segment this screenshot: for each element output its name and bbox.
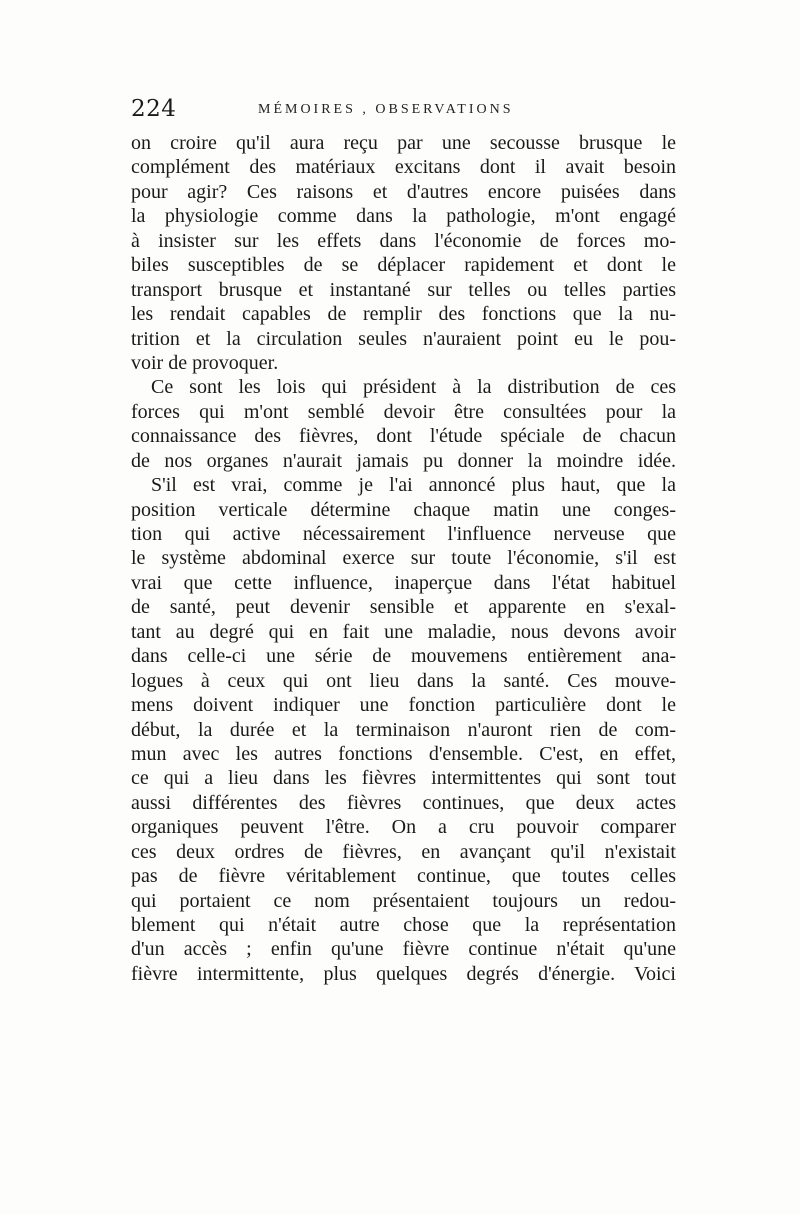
- text-line: Ce sont les lois qui président à la distribution de ces: [151, 376, 676, 399]
- text-line: organiques peuvent l'être. On a cru pouvoir comparer: [131, 816, 676, 839]
- text-line: biles susceptibles de se déplacer rapidement et dont le: [131, 254, 676, 277]
- text-line: voir de provoquer.: [131, 351, 279, 374]
- text-line: de nos organes n'aurait jamais pu donner la moindre idée.: [131, 449, 676, 472]
- text-line: ce qui a lieu dans les fièvres intermittentes qui sont tout: [131, 767, 676, 790]
- text-line: S'il est vrai, comme je l'ai annoncé plus haut, que la: [151, 474, 676, 497]
- text-line: fièvre intermittente, plus quelques degrés d'énergie. Voici: [131, 962, 676, 985]
- text-line: pas de fièvre véritablement continue, que toutes celles: [131, 865, 676, 888]
- text-line: mens doivent indiquer une fonction particulière dont le: [131, 694, 676, 717]
- page-number: 224: [131, 96, 177, 122]
- text-line: position verticale détermine chaque matin une conges-: [131, 498, 676, 521]
- text-line: tant au degré qui en fait une maladie, nous devons avoir: [131, 620, 676, 643]
- text-line: le système abdominal exerce sur toute l'économie, s'il est: [131, 547, 676, 570]
- text-line: qui portaient ce nom présentaient toujours un redou-: [131, 889, 676, 912]
- text-line: à insister sur les effets dans l'économie de forces mo-: [131, 229, 676, 252]
- text-line: blement qui n'était autre chose que la représentation: [131, 914, 676, 936]
- text-line: d'un accès ; enfin qu'une fièvre continue n'était qu'une: [131, 938, 676, 961]
- text-line: tion qui active nécessairement l'influence nerveuse que: [131, 523, 676, 545]
- text-line: transport brusque et instantané sur telles ou telles parties: [131, 278, 676, 301]
- text-line: pour agir? Ces raisons et d'autres encore puisées dans: [131, 180, 676, 203]
- text-line: la physiologie comme dans la pathologie, m'ont engagé: [131, 205, 676, 228]
- text-line: aussi différentes des fièvres continues, que deux actes: [131, 791, 676, 814]
- text-line: de santé, peut devenir sensible et apparente en s'exal-: [131, 596, 676, 619]
- text-line: trition et la circulation seules n'auraient point eu le pou-: [131, 327, 676, 350]
- text-line: les rendait capables de remplir des fonctions que la nu-: [131, 303, 676, 326]
- body-text: [131, 131, 676, 986]
- text-line: complément des matériaux excitans dont il avait besoin: [131, 156, 676, 179]
- text-line: ces deux ordres de fièvres, en avançant qu'il n'existait: [131, 840, 676, 863]
- text-line: logues à ceux qui ont lieu dans la santé. Ces mouve-: [131, 669, 676, 692]
- text-line: mun avec les autres fonctions d'ensemble. C'est, en effet,: [131, 742, 676, 765]
- page-header: [131, 96, 676, 126]
- text-line: dans celle-ci une série de mouvemens entièrement ana-: [131, 645, 676, 668]
- text-line: connaissance des fièvres, dont l'étude spéciale de chacun: [131, 425, 676, 448]
- text-line: on croire qu'il aura reçu par une secousse brusque le: [131, 132, 676, 154]
- running-head: MÉMOIRES , OBSERVATIONS: [258, 102, 514, 117]
- text-line: forces qui m'ont semblé devoir être consultées pour la: [131, 400, 676, 423]
- text-line: début, la durée et la terminaison n'auront rien de com-: [131, 718, 676, 741]
- text-line: vrai que cette influence, inaperçue dans l'état habituel: [131, 571, 676, 594]
